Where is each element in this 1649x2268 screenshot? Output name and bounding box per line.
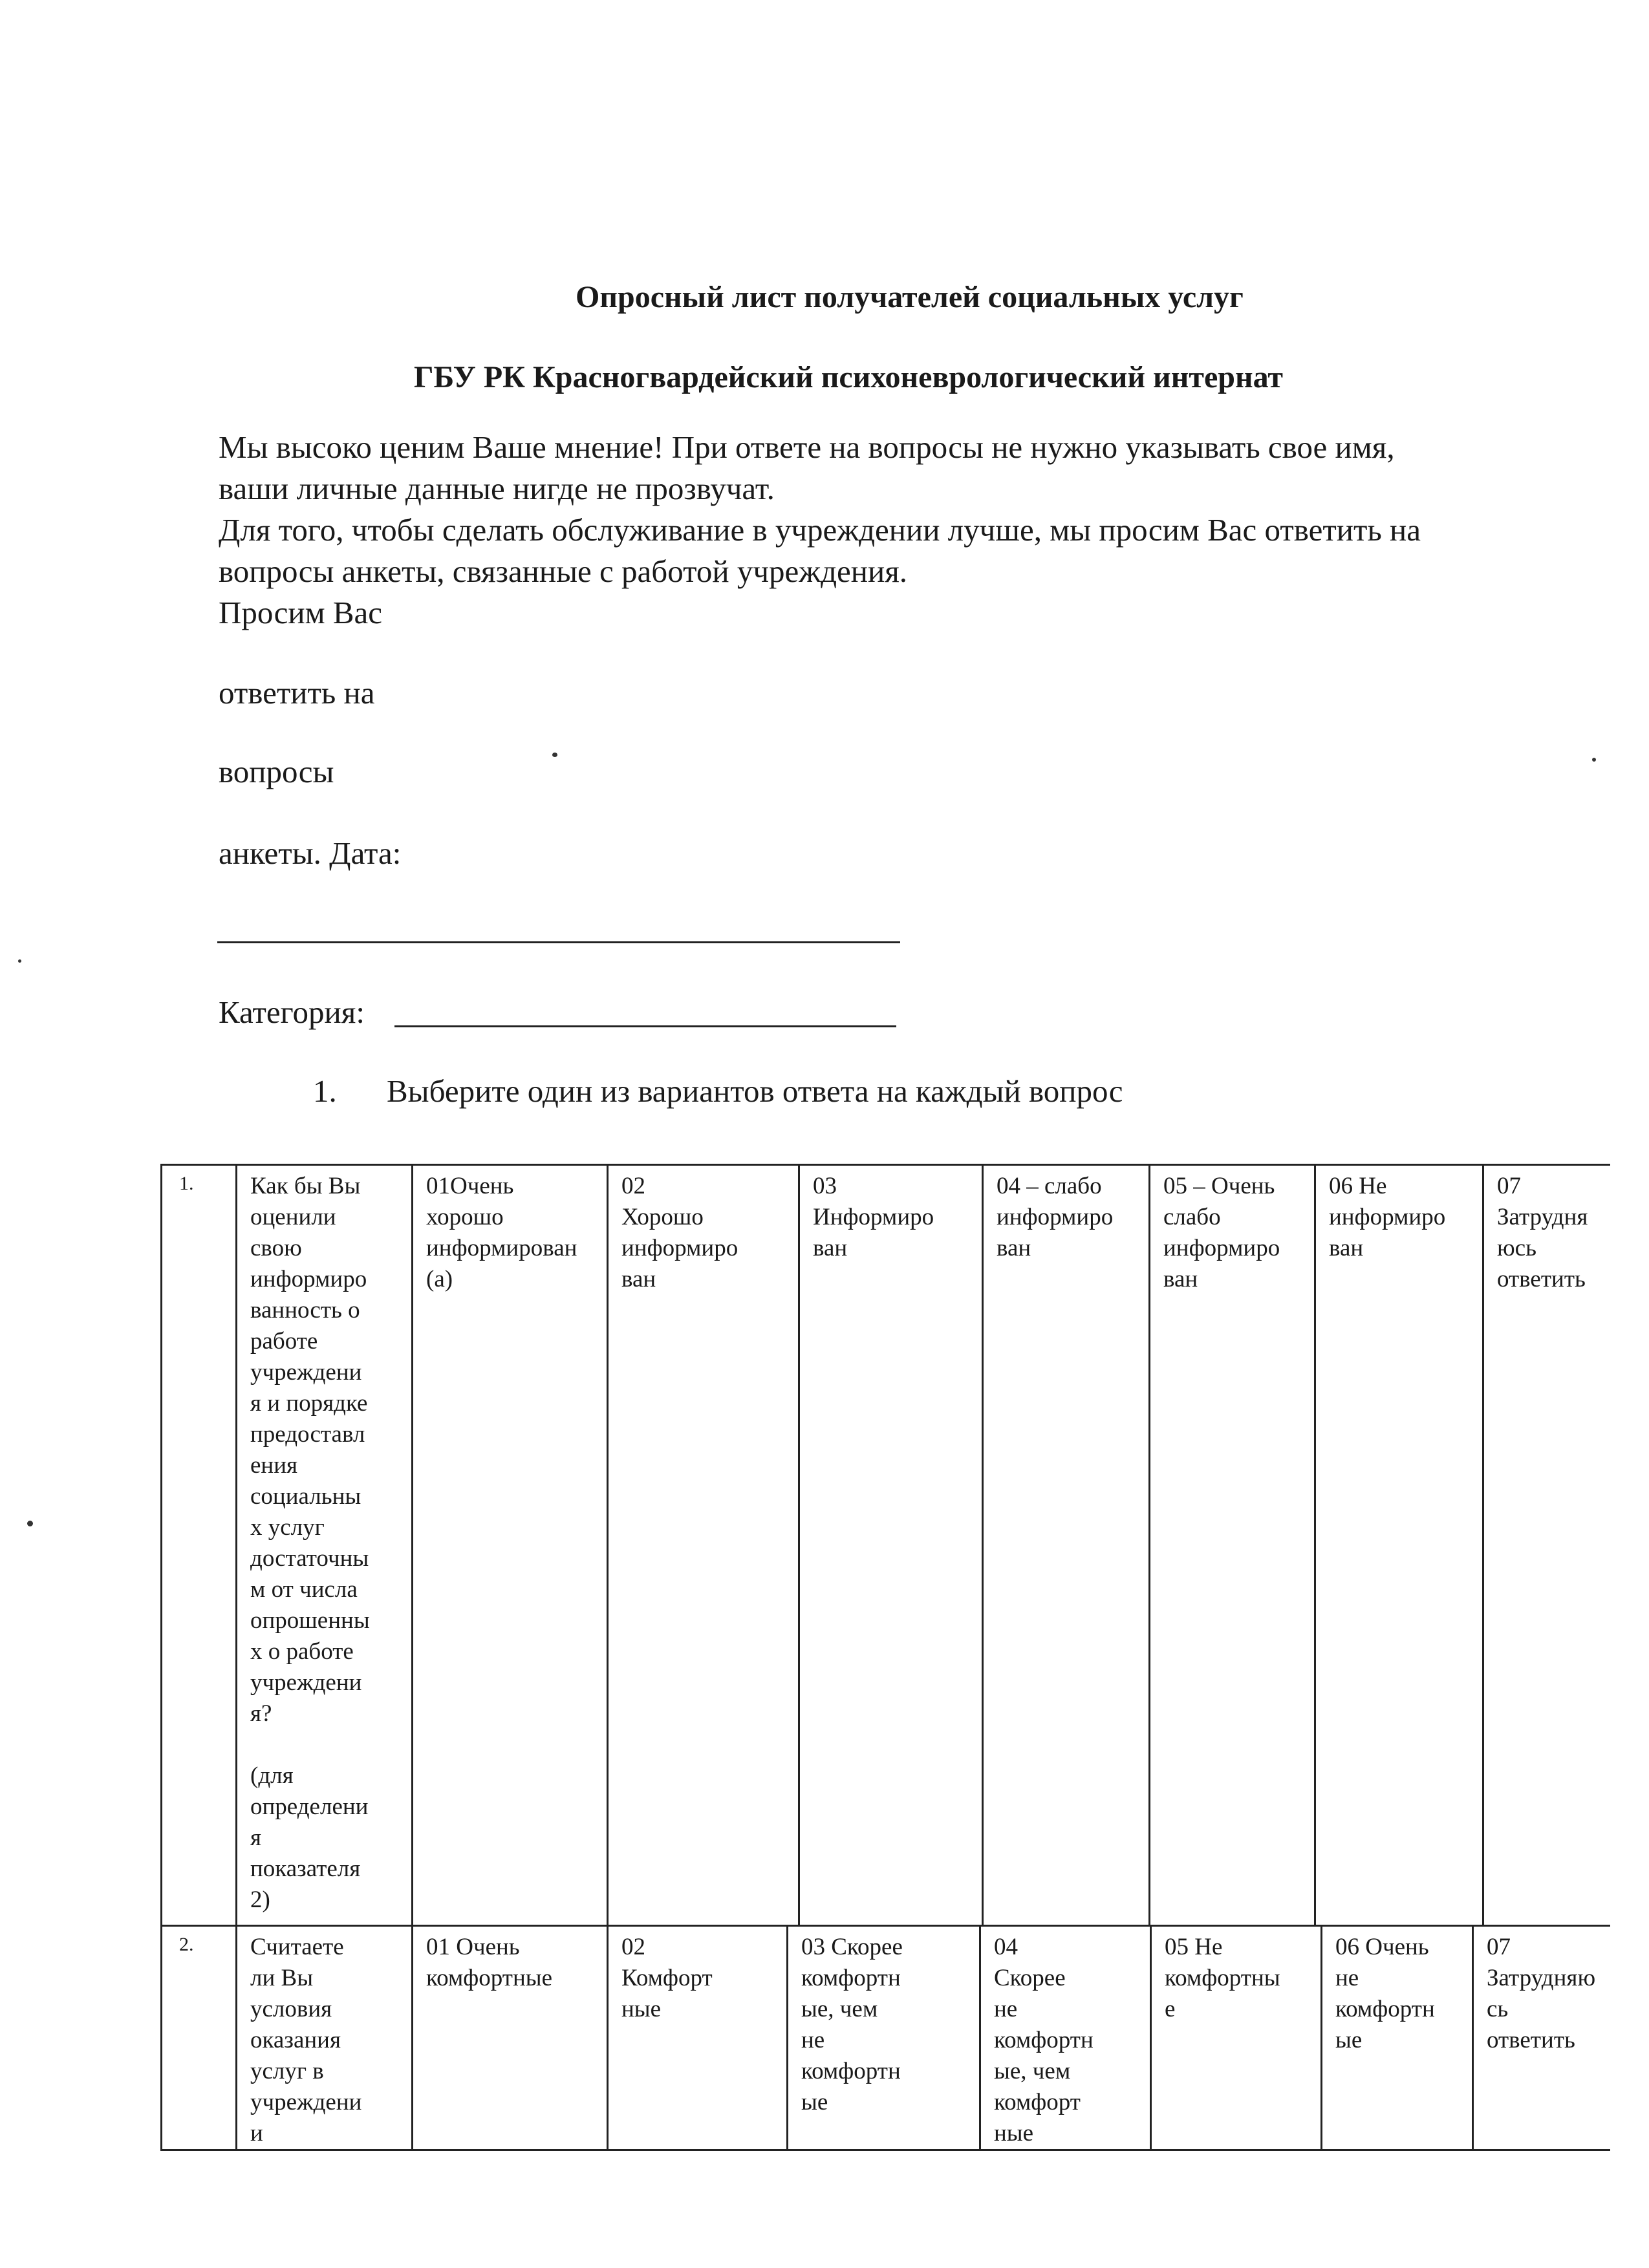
scan-speck bbox=[27, 1521, 33, 1526]
answer-option-07[interactable]: 07 Затрудня юсь ответить bbox=[1483, 1165, 1610, 1926]
question-text: Как бы Вы оценили свою информиро ванность о работе учреждени я и порядке предоставл ения социальны х услуг достаточны м от числа опрошенны х о работе учреждени я? (для определени я показателя 2) bbox=[237, 1165, 413, 1926]
answer-option-06[interactable]: 06 Очень не комфортн ые bbox=[1322, 1926, 1473, 2150]
table-row bbox=[162, 1926, 1610, 2150]
scan-speck bbox=[18, 959, 21, 963]
answer-option-03[interactable]: 03 Скорее комфортн ые, чем не комфортн ые bbox=[788, 1926, 980, 2150]
intro-line-3: Для того, чтобы сделать обслуживание в учреждении лучше, мы просим Вас ответить на bbox=[219, 512, 1421, 548]
question-text: Считаете ли Вы условия оказания услуг в учреждени и bbox=[237, 1926, 413, 2150]
question-table-1 bbox=[160, 1164, 1610, 1927]
answer-option-04[interactable]: 04 – слабо информиро ван bbox=[983, 1165, 1150, 1926]
intro-line-2: ваши личные данные нигде не прозвучат. bbox=[219, 471, 775, 506]
question-number: 1. bbox=[162, 1165, 237, 1926]
question-number: 2. bbox=[162, 1926, 237, 2150]
intro-line-5: Просим Вас bbox=[219, 595, 383, 630]
answer-option-06[interactable]: 06 Не информиро ван bbox=[1315, 1165, 1483, 1926]
intro-line-1: Мы высоко ценим Ваше мнение! При ответе на вопросы не нужно указывать свое имя, bbox=[219, 429, 1395, 465]
intro-line-6: ответить на bbox=[219, 675, 375, 711]
intro-line-4: вопросы анкеты, связанные с работой учреждения. bbox=[219, 553, 907, 589]
answer-option-04[interactable]: 04 Скорее не комфортн ые, чем комфорт ные bbox=[980, 1926, 1151, 2150]
answer-option-02[interactable]: 02 Комфорт ные bbox=[608, 1926, 788, 2150]
date-label: анкеты. Дата: bbox=[219, 835, 402, 871]
answer-option-05[interactable]: 05 Не комфортны е bbox=[1151, 1926, 1322, 2150]
category-field-line[interactable] bbox=[394, 1025, 896, 1027]
answer-option-05[interactable]: 05 – Очень слабо информиро ван bbox=[1150, 1165, 1315, 1926]
scan-speck bbox=[552, 753, 557, 757]
scan-speck bbox=[1592, 758, 1596, 762]
answer-option-01[interactable]: 01Очень хорошо информирован (а) bbox=[413, 1165, 608, 1926]
instruction-text: Выберите один из вариантов ответа на каждый вопрос bbox=[387, 1073, 1123, 1109]
table-row bbox=[162, 1165, 1610, 1926]
page-title: Опросный лист получателей социальных услуг bbox=[576, 280, 1244, 314]
organization-name: ГБУ РК Красногвардейский психоневрологический интернат bbox=[414, 360, 1283, 394]
answer-option-02[interactable]: 02 Хорошо информиро ван bbox=[608, 1165, 799, 1926]
category-label: Категория: bbox=[219, 994, 365, 1030]
date-field-line[interactable] bbox=[217, 941, 900, 943]
question-table-2 bbox=[160, 1925, 1610, 2151]
answer-option-03[interactable]: 03 Информиро ван bbox=[799, 1165, 983, 1926]
answer-option-07[interactable]: 07 Затрудняю сь ответить bbox=[1473, 1926, 1610, 2150]
answer-option-01[interactable]: 01 Очень комфортные bbox=[413, 1926, 608, 2150]
instruction-number: 1. bbox=[313, 1073, 337, 1109]
intro-line-7: вопросы bbox=[219, 754, 334, 789]
